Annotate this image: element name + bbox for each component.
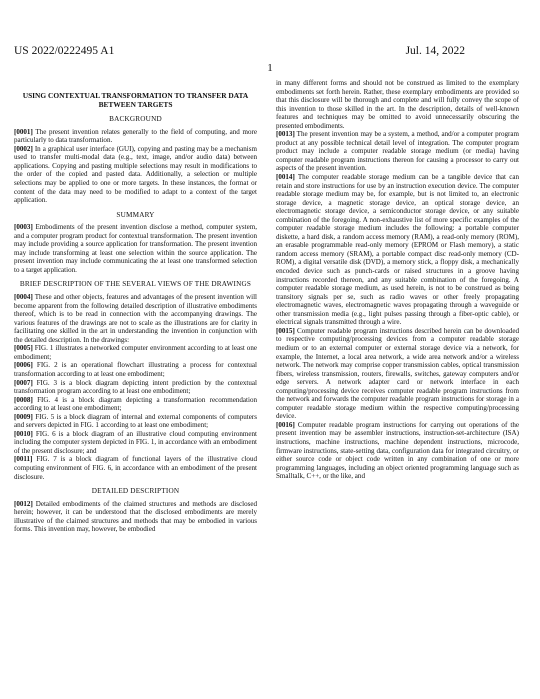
publication-number: US 2022/0222495 A1 [14,45,115,57]
paragraph-0016 [276,421,519,481]
background-heading: BACKGROUND [109,115,162,124]
paragraph-0007 [14,379,257,396]
paragraph-number: [0011] [14,455,33,464]
paragraph-0012-continued: in many different forms and should not be construed as limited to the exemplary embodiments set forth herein. Rather, these exemplary embodiments are provided so that this disclosure will be thorough and complete and will fully convey the scope of this invention to those skilled in the art. In the description, details of well-known features and techniques may be omitted to avoid unnecessarily obscuring the presented embodiments. [276,79,519,130]
paragraph-0008 [14,396,257,413]
paragraph-0005 [14,344,257,361]
paragraph-number: [0015] [276,326,295,335]
paragraph-text: FIG. 5 is a block diagram of internal and external components of computers and servers depicted in FIG. 1 according to at least one embodiment; [14,412,257,430]
paragraph-text: The present invention may be a system, a method, and/or a computer program product at any possible technical detail level of integration. The computer program product may include a computer readable storage medium (or media) having computer readable program instructions thereon for causing a processor to carry out aspects of the present invention. [276,130,519,173]
summary-heading: SUMMARY [116,210,155,219]
paragraph-text: The computer readable storage medium can be a tangible device that can retain and store instructions for use by an instruction execution device. The computer readable storage medium may be, for example, but is not limited to, an electronic storage device, a magnetic storage device, an optical storage device, an electromagnetic storage device, a semiconductor storage device, or any suitable combination of the foregoing. A non-exhaustive list of more specific examples of the computer readable storage medium includes the following: a portable computer diskette, a hard disk, a random access memory (RAM), a read-only memory (ROM), an erasable programmable read-only memory (EPROM or Flash memory), a static random access memory (SRAM), a portable compact disc read-only memory (CD-ROM), a digital versatile disk (DVD), a memory stick, a floppy disk, a mechanically encoded device such as punch-cards or raised structures in a groove having instructions recorded thereon, and any suitable combination of the foregoing. A computer readable storage medium, as used herein, is not to be construed as being transitory signals per se, such as radio waves or other freely propagating electromagnetic waves, electromagnetic waves propagating through a waveguide or other transmission media (e.g., light pulses passing through a fiber-optic cable), or electrical signals transmitted through a wire. [276,173,519,327]
paragraph-text: FIG. 6 is a block diagram of an illustrative cloud computing environment including the computer system depicted in FIG. 1, in accordance with an embodiment of the present disclosure; and [14,429,257,455]
paragraph-text: FIG. 7 is a block diagram of functional layers of the illustrative cloud computing environment of FIG. 6, in accordance with an embodiment of the present disclosure. [14,455,257,481]
paragraph-0002 [14,145,257,205]
paragraph-text: In a graphical user interface (GUI), copying and pasting may be a mechanism used to transfer multi-modal data (e.g., text, image, and/or audio data) between applications. Copying and pasting multiple selections may result in modifications to the order of the copied and pasted data. Additionally, a selection or multiple selections may be applied to one or more targets. In these instances, the format or content of the data may need to be modified to adapt to a context of the target application. [14,144,257,205]
paragraph-text: FIG. 1 illustrates a networked computer environment according to at least one embodiment; [14,344,257,361]
paragraph-number: [0012] [14,499,33,508]
paragraph-number: [0006] [14,361,33,370]
paragraph-0015 [276,327,519,421]
paragraph-number: [0004] [14,293,33,302]
paragraph-text: These and other objects, features and advantages of the present invention will become apparent from the following detailed description of illustrative embodiments thereof, which is to be read in connection with the accompanying drawings. The various features of the drawings are not to scale as the illustrations are for clarity in facilitating one skilled in the art in understanding the invention in conjunction with the detailed description. In the drawings: [14,293,257,344]
publication-date: Jul. 14, 2022 [405,45,465,57]
paragraph-number: [0003] [14,223,33,232]
paragraph-text: FIG. 4 is a block diagram depicting a transformation recommendation according to at least one embodiment; [14,395,257,413]
paragraph-0003 [14,223,257,274]
paragraph-text: Computer readable program instructions for carrying out operations of the present invention may be assembler instructions, instruction-set-architecture (ISA) instructions, machine instructions, machine dependent instructions, microcode, firmware instructions, state-setting data, configuration data for integrated circuitry, or either source code or object code written in any combination of one or more programming languages, including an object oriented programming language such as Smalltalk, C++, or the like, and [276,420,519,481]
paragraph-text: FIG. 2 is an operational flowchart illustrating a process for contextual transformation according to at least one embodiment; [14,361,257,378]
paragraph-text: Embodiments of the present invention disclose a method, computer system, and a computer program product for contextual transformation. The present invention may include providing a source application for transformation. The present invention may include transforming at least one selection within the source application. The present invention may include communicating the at least one transformed selection to a target application. [14,223,257,274]
paragraph-text: FIG. 3 is a block diagram depicting intent prediction by the contextual transformation program according to at least one embodiment; [14,378,257,396]
paragraph-0010 [14,430,257,456]
paragraph-number: [0002] [14,144,33,153]
paragraph-text: The present invention relates generally to the field of computing, and more particularly to data transformation. [14,127,257,145]
paragraph-number: [0001] [14,127,33,136]
paragraph-number: [0016] [276,420,295,429]
paragraph-0011 [14,455,257,481]
paragraph-0009 [14,413,257,430]
right-column [276,79,519,481]
detailed-description-heading: DETAILED DESCRIPTION [91,487,180,496]
paragraph-number: [0005] [14,344,33,353]
paragraph-number: [0010] [14,429,33,438]
paragraph-0004 [14,293,257,344]
paragraph-0001 [14,128,257,145]
paragraph-number: [0014] [276,173,295,182]
paragraph-0014 [276,173,519,327]
paragraph-text: Computer readable program instructions described herein can be downloaded to respective computing/processing devices from a computer readable storage medium or to an external computer or external storage device via a network, for example, the Internet, a local area network, a wide area network and/or a wireless network. The network may comprise copper transmission cables, optical transmission fibers, wireless transmission, routers, firewalls, switches, gateway computers and/or edge servers. A network adapter card or network interface in each computing/processing device receives computer readable program instructions from the network and forwards the computer readable program instructions for storage in a computer readable storage medium within the respective computing/processing device. [276,326,519,421]
patent-title: USING CONTEXTUAL TRANSFORMATION TO TRANSFER DATA BETWEEN TARGETS [22,91,249,109]
paragraph-number: [0008] [14,395,33,404]
left-column [14,92,257,534]
paragraph-number: [0007] [14,378,33,387]
paragraph-text: Detailed embodiments of the claimed structures and methods are disclosed herein; however, it can be understood that the disclosed embodiments are merely illustrative of the claimed structures and methods that may be embodied in various forms. This invention may, however, be embodied [14,499,257,534]
paragraph-0013 [276,130,519,173]
paragraph-0012 [14,500,257,534]
paragraph-0006 [14,361,257,378]
page-number: 1 [267,62,273,74]
paragraph-number: [0009] [14,412,33,421]
paragraph-number: [0013] [276,130,295,139]
drawings-heading: BRIEF DESCRIPTION OF THE SEVERAL VIEWS OF THE DRAWINGS [19,280,252,289]
